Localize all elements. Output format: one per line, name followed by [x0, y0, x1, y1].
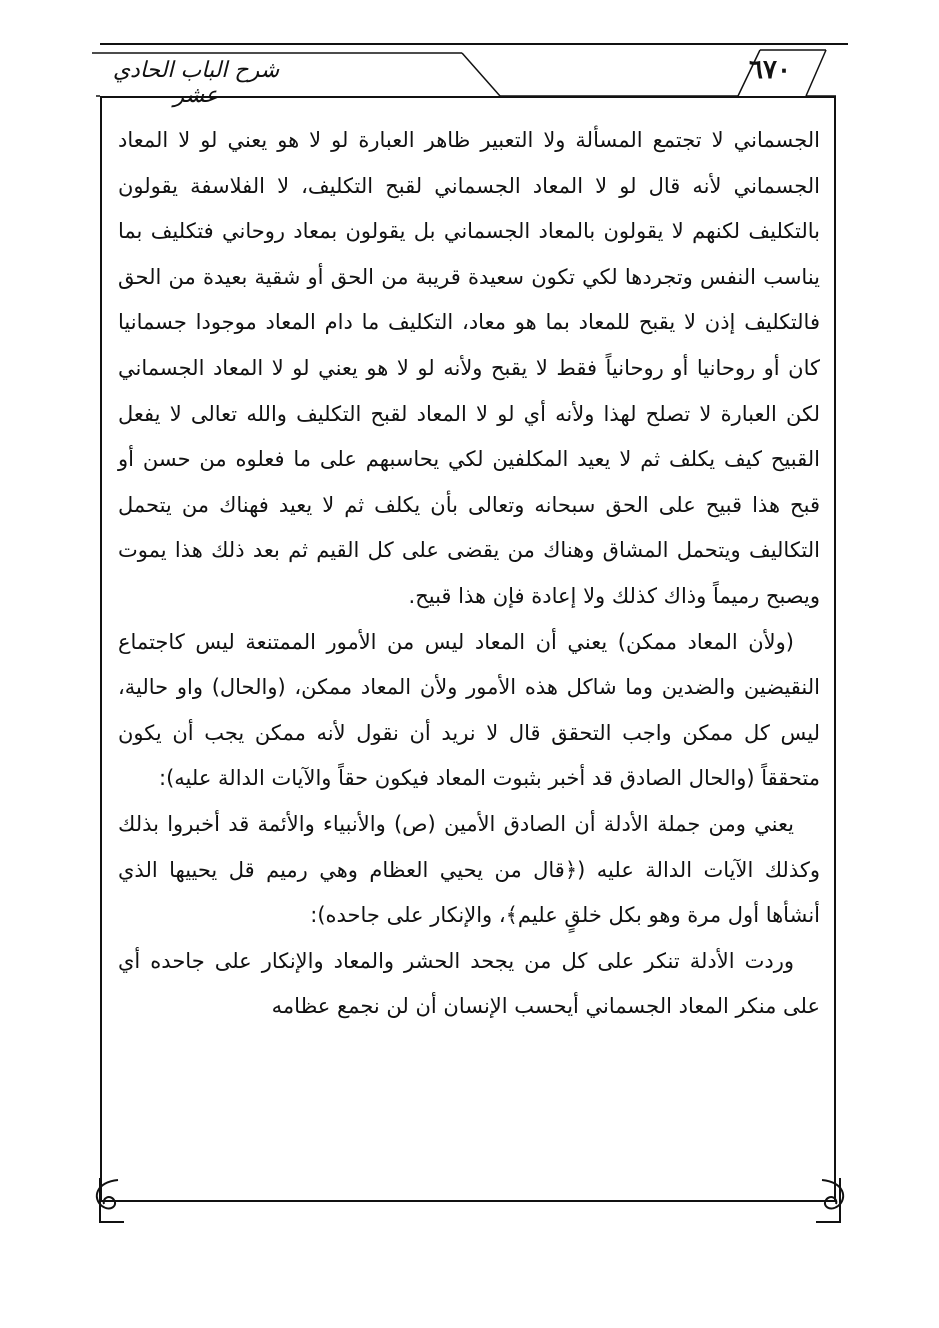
corner-ornament-right-icon	[812, 1176, 852, 1226]
paragraph: يعني ومن جملة الأدلة أن الصادق الأمين (ص) والأنبياء والأئمة قد أخبروا بذلك وكذلك الآيات الدالة عليه (﴿قال من يحيي العظام وهي رميم قل يحييها الذي أنشأها أول مرة وهو بكل خلقٍ عليم﴾، والإنكار على جاحده):	[118, 811, 820, 928]
paragraph: (ولأن المعاد ممكن) يعني أن المعاد ليس من الأمور الممتنعة ليس كاجتماع النقيضين والضدين وما شاكل هذه الأمور ولأن المعاد ممكن، (والحال) واو حالية، ليس كل ممكن واجب التحقق قال لا نريد أن نقول لأنه ممكن يجب أن يكون متحققاً (والحال الصادق قد أخبر بثبوت المعاد فيكون حقاً والآيات الدالة عليه):	[118, 629, 820, 791]
page-header	[0, 0, 939, 110]
page-body	[118, 118, 820, 1030]
paragraph: الجسماني لا تجتمع المسألة ولا التعبير ظاهر العبارة لو لا هو يعني لو لا المعاد الجسماني لأنه قال لو لا المعاد الجسماني لقبح التكليف، لا الفلاسفة يقولون بالتكليف لكنهم لا يقولون بالمعاد الجسماني بل يقولون بمعاد روحاني فتكليف بما يناسب النفس وتجردها لكي تكون سعيدة قريبة من الحق أو شقية بعيدة من الحق فالتكليف إذن لا يقبح للمعاد بما هو معاد، التكليف ما دام المعاد موجودا جسمانيا كان أو روحانيا أو روحانياً فقط لا يقبح ولأنه لو لا هو يعني لو لا المعاد الجسماني لكن العبارة لا تصلح لهذا ولأنه أي لو لا المعاد لقبح التكليف والله تعالى لا يفعل القبيح كيف يكلف ثم لا يعيد المكلفين لكي يحاسبهم على ما فعلوه من حسن أو قبح هذا قبيح على الحق سبحانه وتعالى بأن يكلف ثم لا يعيد فهناك من يتحمل التكاليف ويتحمل المشاق وهناك من يقضى على كل القيم ثم بعد ذلك هذا يموت ويصبح رميماً وذاك كذلك ولا إعادة فإن هذا قبيح.	[118, 128, 820, 608]
page-number: ٦٧٠	[749, 55, 791, 85]
book-title: شرح الباب الحادي عشر	[112, 58, 280, 108]
paragraph: وردت الأدلة تنكر على كل من يجحد الحشر والمعاد والإنكار على جاحده أي على منكر المعاد الجسماني أيحسب الإنسان أن لن نجمع عظامه	[118, 948, 820, 1019]
corner-ornament-left-icon	[88, 1176, 128, 1226]
